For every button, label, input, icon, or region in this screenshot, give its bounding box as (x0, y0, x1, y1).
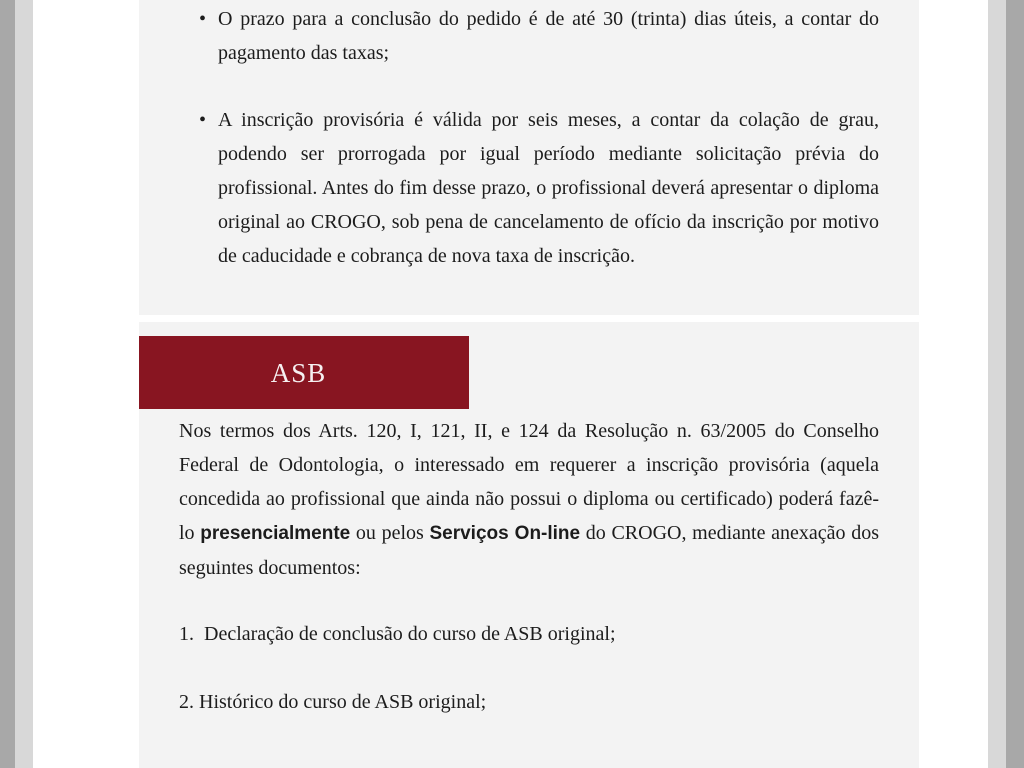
left-outer-stripe (0, 0, 15, 768)
card-gap (139, 315, 919, 322)
list-item-declaracao: 1. Declaração de conclusão do curso de ASB original; (179, 623, 616, 645)
asb-intro-paragraph (179, 414, 879, 585)
asb-banner-label: ASB (270, 357, 327, 388)
bullet-icon: • (199, 109, 207, 131)
bullet-text-deadline: O prazo para a conclusão do pedido é de até 30 (trinta) dias úteis, a contar do pagamento das taxas; (218, 8, 879, 64)
emphasis-presencialmente: presencialmente (200, 523, 351, 544)
notes-card (139, 0, 919, 315)
required-documents-list (179, 617, 879, 719)
bullet-item-deadline (179, 2, 879, 70)
list-item-historico: 2. Histórico do curso de ASB original; (179, 691, 487, 713)
bullet-text-validity: A inscrição provisória é válida por seis meses, a contar da colação de grau, podendo ser prorrogada por igual período mediante solicitação prévia do profissional. Antes do fim desse prazo, o profissional deverá apresentar o diploma original ao CROGO, sob pena de cancelamento de ofício da inscrição por motivo de caducidade e cobrança de nova taxa de inscrição. (218, 109, 879, 267)
right-inner-stripe (988, 0, 1006, 768)
asb-section-banner (139, 336, 469, 409)
bullet-item-validity (179, 103, 879, 273)
bullet-list (179, 2, 879, 273)
paragraph-text: ou pelos (350, 522, 430, 544)
paragraph-text: Nos termos dos Arts. 120, I, 121, II, e 124 da Resolução n. 63/2005 do Conselho Federal de Odontologia, o interessado em requerer a inscrição provisória (aquela concedida ao profissional que ainda não possui o diploma ou certificado) poderá fazê-lo (179, 420, 879, 544)
emphasis-servicos-online: Serviços On-line (429, 523, 581, 544)
bullet-icon: • (199, 8, 207, 30)
asb-card (139, 322, 919, 768)
document-column (139, 0, 919, 768)
left-inner-stripe (15, 0, 33, 768)
paragraph-text: do CROGO, mediante anexação dos seguintes documentos: (179, 522, 879, 579)
right-outer-stripe (1006, 0, 1024, 768)
